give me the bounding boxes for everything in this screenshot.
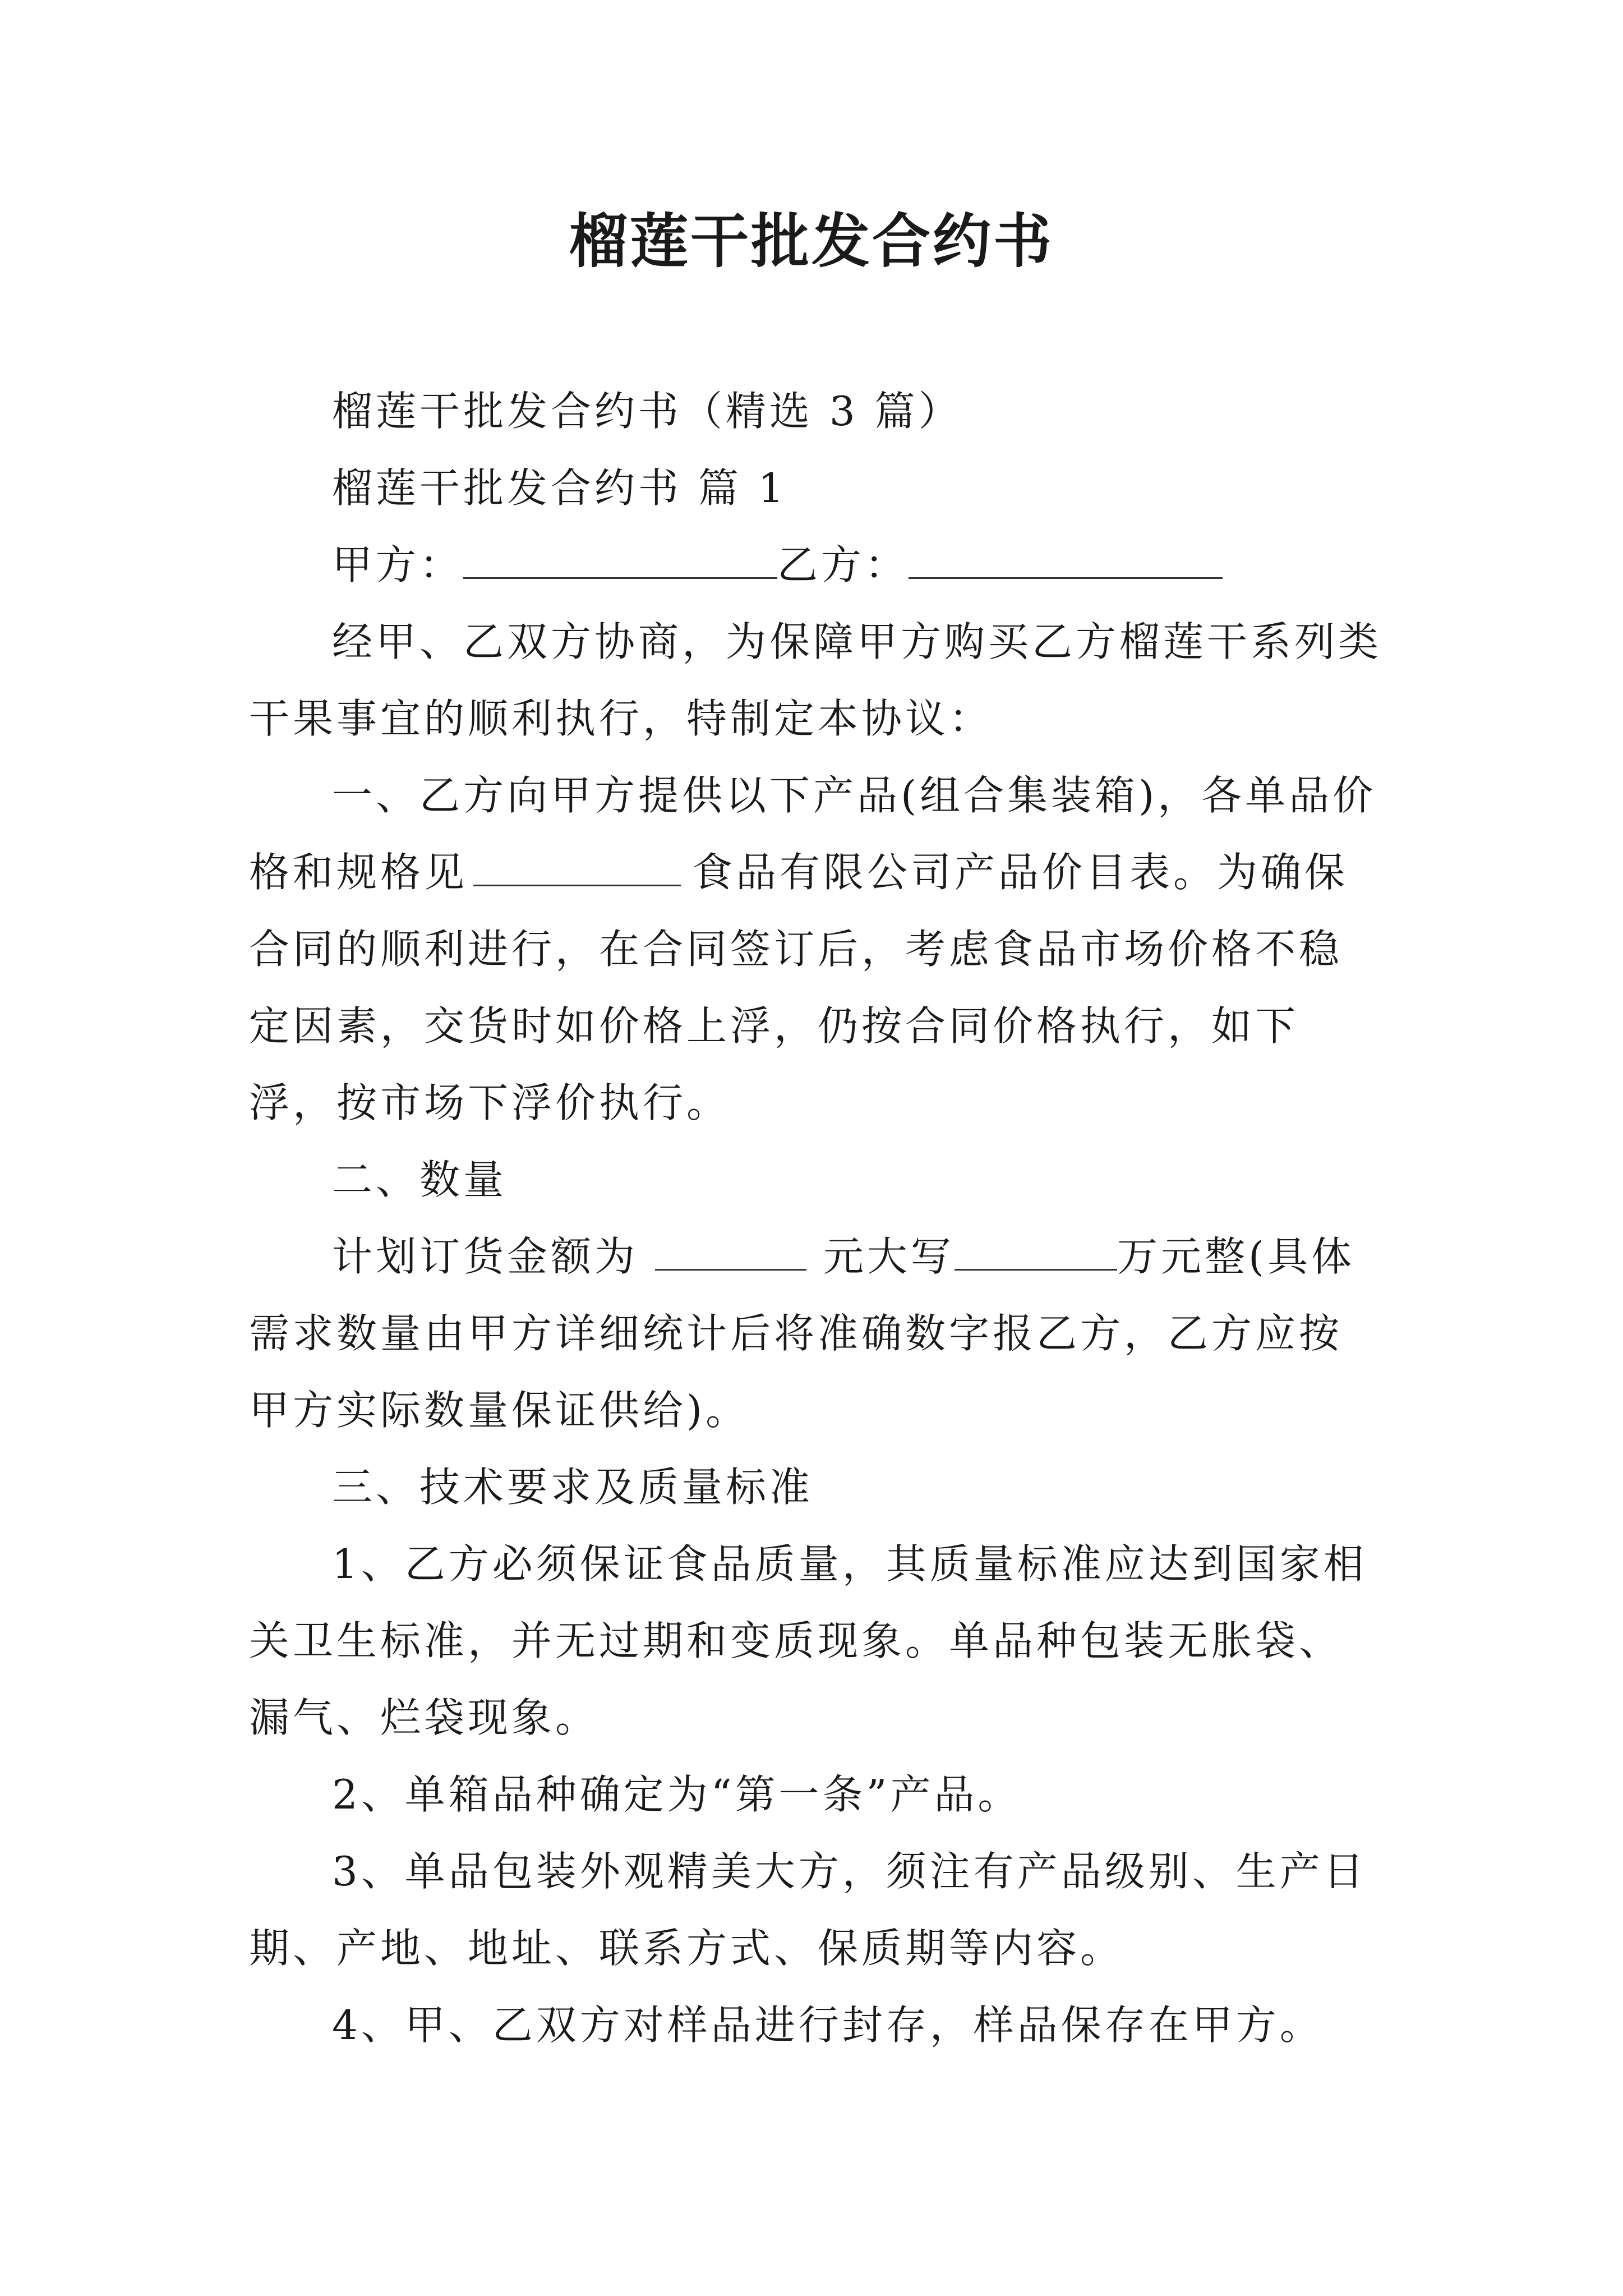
- clause-3-heading: 三、技术要求及质量标准: [332, 1464, 814, 1511]
- party-a-label: 甲方：: [332, 541, 464, 588]
- intro-paragraph: 经甲、乙双方协商，为保障甲方购买乙方榴莲干系列类干果事宜的顺利执行，特制定本协议：: [249, 618, 1382, 742]
- clause-1-text-b: 食品有限公司产品价目表。为确保合同的顺利进行，在合同签订后，考虑食品市场价格不稳定因素，交货时如价格上浮，仍按合同价格执行，如下浮，按市场下浮价执行。: [249, 849, 1349, 1126]
- clause-2-heading: 二、数量: [332, 1156, 508, 1203]
- section-heading: 榴莲干批发合约书 篇 1: [332, 464, 787, 512]
- clause-2-text-a: 计划订货金额为: [332, 1233, 639, 1280]
- clause-3-item-2: 2、单箱品种确定为“第一条”产品。: [332, 1771, 1022, 1818]
- party-a-blank: [463, 541, 777, 579]
- parties-line: [249, 527, 1382, 604]
- clause-1-text-a: 一、乙方向甲方提供以下产品(组合集装箱)，各单品价格和规格见: [249, 772, 1377, 896]
- document-body: [249, 373, 1382, 2064]
- clause-3-item-3: 3、单品包装外观精美大方，须注有产品级别、生产日期、产地、地址、联系方式、保质期等内容。: [249, 1848, 1367, 1972]
- clause-2-text-c: 万元整(具体需求数量由甲方详细统计后将准确数字报乙方，乙方应按甲方实际数量保证供给)。: [249, 1233, 1355, 1434]
- company-name-blank: [473, 848, 681, 886]
- party-b-label: 乙方：: [777, 541, 909, 588]
- document-title: 榴莲干批发合约书: [569, 207, 1054, 275]
- clause-3-item-4: 4、甲、乙双方对样品进行封存，样品保存在甲方。: [332, 2001, 1324, 2049]
- clause-2-paragraph: [249, 1218, 1382, 1449]
- party-b-blank: [909, 541, 1223, 579]
- amount-blank: [655, 1232, 806, 1271]
- clause-1-paragraph: [249, 757, 1382, 1142]
- amount-words-blank: [955, 1232, 1117, 1271]
- subtitle: 榴莲干批发合约书（精选 3 篇）: [332, 388, 962, 435]
- clause-2-text-b: 元大写: [823, 1233, 955, 1280]
- clause-3-item-1: 1、乙方必须保证食品质量，其质量标准应达到国家相关卫生标准，并无过期和变质现象。单品种包装无胀袋、漏气、烂袋现象。: [249, 1540, 1367, 1741]
